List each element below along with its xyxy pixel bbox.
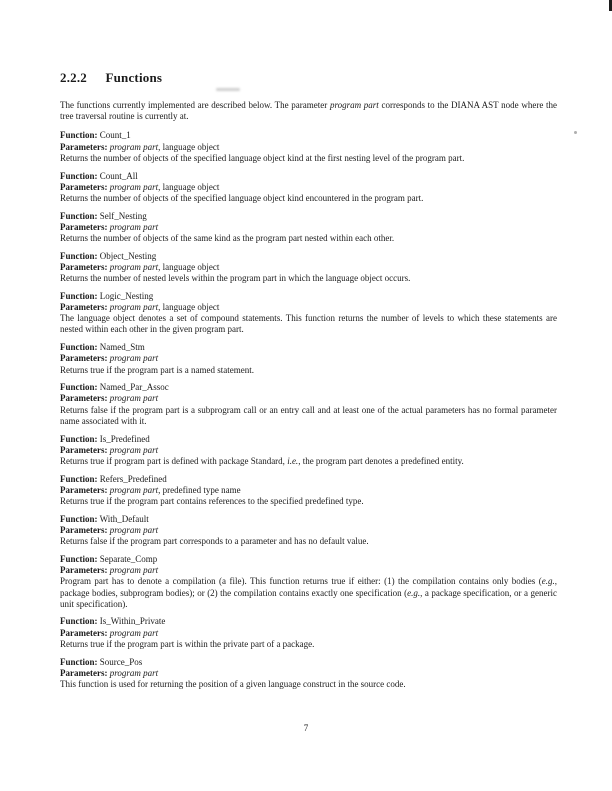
parameters-label: Parameters: — [60, 444, 108, 455]
function-description: Returns true if the program part is within the private part of a package. — [60, 638, 315, 649]
function-list — [60, 130, 557, 690]
function-label: Function: — [60, 342, 98, 353]
function-params-line — [60, 485, 557, 496]
parameters-label: Parameters: — [60, 525, 108, 535]
function-params: program part, language object — [109, 302, 220, 313]
function-params: program part — [109, 525, 159, 535]
function-entry — [60, 171, 557, 205]
function-params: program part — [109, 627, 159, 638]
function-name-line — [60, 554, 557, 565]
function-entry — [60, 211, 557, 245]
function-entry — [60, 657, 557, 691]
parameters-label: Parameters: — [60, 627, 108, 638]
parameters-label: Parameters: — [60, 565, 108, 576]
parameters-label: Parameters: — [60, 221, 108, 232]
function-params-line — [60, 222, 557, 233]
function-name-line — [60, 616, 557, 627]
function-name-line — [60, 291, 557, 302]
function-label: Function: — [60, 130, 98, 141]
function-name: Named_Stm — [97, 342, 145, 353]
parameters-label: Parameters: — [60, 181, 108, 192]
function-name: Refers_Predefined — [97, 473, 167, 484]
function-params: program part — [109, 353, 159, 364]
function-params: program part, predefined type name — [109, 484, 241, 495]
function-params-line — [60, 668, 557, 679]
function-label: Function: — [60, 616, 98, 627]
function-name: Separate_Comp — [97, 553, 158, 564]
function-params: program part, language object — [109, 141, 220, 152]
function-entry — [60, 554, 557, 610]
function-params-line — [60, 393, 557, 404]
function-name: Self_Nesting — [97, 210, 147, 221]
page-content — [60, 70, 557, 697]
function-label: Function: — [60, 473, 98, 484]
function-description: Returns false if the program part is a subprogram call or an entry call and at least one of the actual parameters has no formal parameter name associated with it. — [60, 404, 557, 426]
function-params: program part — [109, 444, 159, 455]
function-entry — [60, 616, 557, 650]
function-name-line — [60, 434, 557, 445]
page-number: 7 — [303, 723, 309, 733]
function-name-line — [60, 171, 557, 182]
function-params-line — [60, 565, 557, 576]
function-entry — [60, 251, 557, 285]
function-label: Function: — [60, 290, 98, 301]
function-description: Returns the number of objects of the specified language object kind encountered in the program part. — [60, 192, 424, 203]
function-description: Returns the number of objects of the specified language object kind at the first nesting level of the program part. — [60, 152, 465, 163]
function-params-line — [60, 445, 557, 456]
function-params-line — [60, 525, 557, 536]
section-heading — [60, 70, 557, 86]
function-name-line — [60, 130, 557, 141]
function-label: Function: — [60, 513, 98, 524]
function-name: Is_Within_Private — [97, 616, 166, 627]
function-params-line — [60, 353, 557, 364]
function-label: Function: — [60, 170, 98, 181]
function-name-line — [60, 514, 557, 525]
function-name: Count_All — [97, 170, 138, 181]
function-label: Function: — [60, 382, 98, 393]
function-entry — [60, 342, 557, 376]
function-description: Returns true if the program part is a named statement. — [60, 364, 254, 375]
parameters-label: Parameters: — [60, 353, 108, 364]
function-name-line — [60, 251, 557, 262]
scan-artifact — [574, 131, 577, 134]
function-label: Function: — [60, 656, 98, 667]
function-params-line — [60, 628, 557, 639]
function-label: Function: — [60, 210, 98, 221]
function-description: The language object denotes a set of compound statements. This function returns the number of levels to which these statements are nested within each other in the given program part. — [60, 313, 557, 335]
parameters-label: Parameters: — [60, 484, 108, 495]
function-description: Program part has to denote a compilation (a file). This function returns true if either: (1) the compilation contains only bodies (e.g., package bodies, subprogram bodies); or (2) the compilation contains exactly one specification (e.g., a package specification, or a generic unit specification). — [60, 576, 557, 609]
function-name: Named_Par_Assoc — [97, 382, 169, 393]
parameters-label: Parameters: — [60, 667, 108, 678]
parameters-label: Parameters: — [60, 302, 108, 313]
function-entry — [60, 514, 557, 548]
function-label: Function: — [60, 433, 98, 444]
function-params: program part — [109, 221, 159, 232]
function-params-line — [60, 142, 557, 153]
function-description: Returns the number of nested levels within the program part in which the language object occurs. — [60, 273, 411, 284]
function-name: Logic_Nesting — [97, 290, 154, 301]
function-name: Is_Predefined — [97, 433, 150, 444]
parameters-label: Parameters: — [60, 393, 108, 404]
function-description: Returns true if the program part contains references to the specified predefined type. — [60, 496, 364, 507]
function-description: Returns true if program part is defined with package Standard, i.e., the program part denotes a predefined entity. — [60, 455, 464, 466]
function-params-line — [60, 182, 557, 193]
function-name: Object_Nesting — [97, 250, 157, 261]
function-params: program part, language object — [109, 261, 220, 272]
function-name-line — [60, 657, 557, 668]
function-description: Returns false if the program part corresponds to a parameter and has no default value. — [60, 536, 369, 547]
function-name-line — [60, 211, 557, 222]
function-name: Count_1 — [97, 130, 131, 141]
function-params: program part — [109, 667, 159, 678]
function-entry — [60, 130, 557, 164]
function-label: Function: — [60, 250, 98, 261]
function-name: Source_Pos — [97, 656, 143, 667]
function-name-line — [60, 382, 557, 393]
function-description: This function is used for returning the position of a given language construct in the source code. — [60, 678, 406, 689]
function-entry — [60, 474, 557, 508]
function-entry — [60, 382, 557, 427]
section-number: 2.2.2 — [60, 70, 87, 85]
function-entry — [60, 434, 557, 468]
function-params-line — [60, 262, 557, 273]
function-params: program part — [109, 565, 159, 576]
function-name-line — [60, 474, 557, 485]
function-description: Returns the number of objects of the same kind as the program part nested within each other. — [60, 233, 395, 244]
function-params-line — [60, 302, 557, 313]
function-name-line — [60, 342, 557, 353]
function-params: program part — [109, 393, 159, 404]
parameters-label: Parameters: — [60, 141, 108, 152]
function-entry — [60, 291, 557, 336]
section-title: Functions — [105, 70, 163, 85]
function-name: With_Default — [97, 513, 149, 524]
function-label: Function: — [60, 553, 98, 564]
function-params: program part, language object — [109, 181, 220, 192]
intro-paragraph: The functions currently implemented are described below. The parameter program part corresponds to the DIANA AST node where the tree traversal routine is currently at. — [60, 100, 557, 122]
parameters-label: Parameters: — [60, 261, 108, 272]
